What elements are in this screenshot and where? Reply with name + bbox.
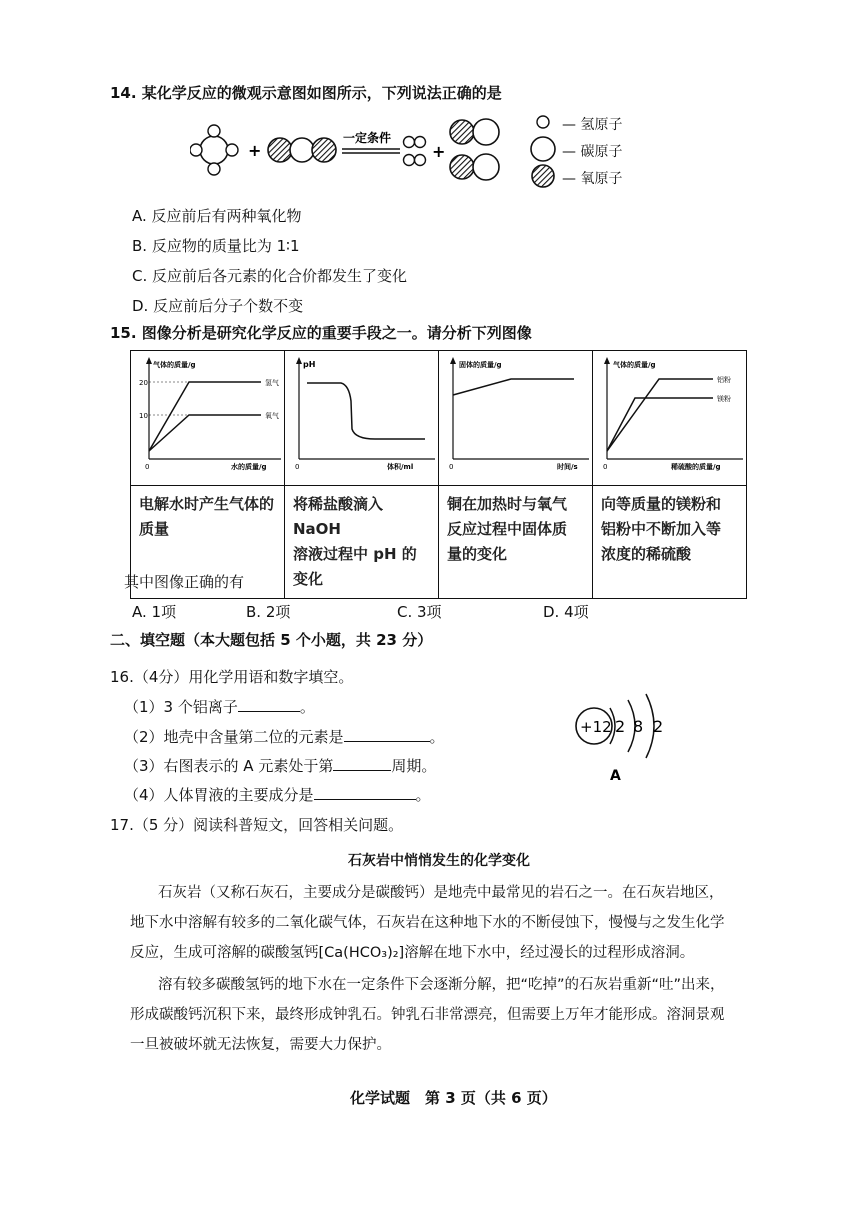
graph-description-3: 铜在加热时与氧气 反应过程中固体质 量的变化	[439, 486, 593, 599]
svg-text:10: 10	[139, 412, 148, 420]
methane-molecule-icon	[190, 125, 238, 175]
reaction-diagram	[190, 112, 520, 192]
svg-text:0: 0	[295, 463, 300, 471]
graph-electrolysis	[131, 351, 284, 481]
graph-metals-acid	[593, 351, 746, 481]
carbon-atom-icon	[531, 137, 555, 161]
q17-stem: 17.（5 分）阅读科普短文，回答相关问题。	[110, 816, 404, 834]
article-paragraph-1: 石灰岩（又称石灰石，主要成分是碳酸钙）是地壳中最常见的岩石之一。在石灰岩地区，地下水中溶解有较多的二氧化碳气体，石灰岩在这种地下水的不断侵蚀下，慢慢与之发生化学反应，生成可溶解的碳酸氢钙[Ca(HCO₃)₂]溶解在地下水中，经过漫长的过程形成溶洞。	[130, 885, 725, 961]
answer-blank-1[interactable]	[238, 697, 300, 712]
graph-copper	[439, 351, 592, 481]
graph-description-4: 向等质量的镁粉和 铝粉中不断加入等 浓度的稀硫酸	[593, 486, 747, 599]
q14-option-c[interactable]: C. 反应前后各元素的化合价都发生了变化	[132, 267, 408, 285]
nucleus-charge: +12	[580, 718, 612, 736]
legend-carbon: — 碳原子	[562, 144, 623, 160]
svg-text:20: 20	[139, 379, 148, 387]
q16-item-1: （1）3 个铝离子 。	[124, 698, 315, 716]
section-title: 二、填空题（本大题包括 5 个小题，共 23 分）	[110, 631, 433, 649]
q14-option-d[interactable]: D. 反应前后分子个数不变	[132, 297, 304, 315]
answer-blank-4[interactable]	[314, 785, 416, 800]
legend-hydrogen: — 氢原子	[562, 117, 623, 133]
carbon-monoxide-molecule-icon	[450, 119, 499, 180]
q16-stem: 16.（4分）用化学用语和数字填空。	[110, 668, 354, 686]
article-title: 石灰岩中悄悄发生的化学变化	[348, 853, 530, 869]
graph-cell-4	[593, 351, 747, 486]
svg-text:体积/ml: 体积/ml	[387, 463, 414, 471]
answer-blank-2[interactable]	[344, 727, 430, 742]
plus-sign: +	[432, 142, 446, 161]
q16-item-2: （2）地壳中含量第二位的元素是 。	[124, 728, 445, 746]
q16-item-4: （4）人体胃液的主要成分是 。	[124, 786, 431, 804]
q15-question: 其中图像正确的有	[124, 573, 245, 591]
q15-stem: 15. 图像分析是研究化学反应的重要手段之一。请分析下列图像	[110, 324, 532, 342]
carbon-dioxide-molecule-icon	[268, 138, 336, 162]
svg-text:固体的质量/g: 固体的质量/g	[459, 361, 502, 369]
shell-2-electrons: 8	[633, 717, 644, 736]
svg-text:气体的质量/g: 气体的质量/g	[153, 361, 196, 369]
graph-description-2: 将稀盐酸滴入 NaOH 溶液过程中 pH 的变化	[285, 486, 439, 599]
svg-text:0: 0	[449, 463, 454, 471]
svg-text:镁粉: 镁粉	[717, 395, 731, 403]
q15-option-d[interactable]: D. 4项	[543, 603, 589, 621]
q14-option-a[interactable]: A. 反应前后有两种氧化物	[132, 207, 302, 225]
q15-option-c[interactable]: C. 3项	[397, 603, 442, 621]
legend-oxygen: — 氧原子	[562, 171, 623, 187]
shell-1-electrons: 2	[615, 717, 626, 736]
reaction-condition: 一定条件	[343, 131, 392, 145]
svg-text:气体的质量/g: 气体的质量/g	[613, 361, 656, 369]
q14-stem: 14. 某化学反应的微观示意图如图所示，下列说法正确的是	[110, 84, 502, 102]
graph-cell-3	[439, 351, 593, 486]
svg-text:水的质量/g: 水的质量/g	[231, 463, 267, 471]
svg-text:pH: pH	[303, 360, 316, 369]
article-paragraph-2: 溶有较多碳酸氢钙的地下水在一定条件下会逐渐分解，把“吃掉”的石灰岩重新“吐”出来，形成碳酸钙沉积下来，最终形成钟乳石。钟乳石非常漂亮，但需要上万年才能形成。溶洞景观一旦被破坏就无法恢复，需要大力保护。	[130, 977, 725, 1053]
atom-label: A	[610, 768, 621, 784]
answer-blank-3[interactable]	[333, 756, 391, 771]
graph-table	[130, 350, 747, 599]
plus-sign: +	[248, 141, 262, 160]
hydrogen-molecule-icon	[404, 137, 426, 166]
q16-item-3: （3）右图表示的 A 元素处于第 周期。	[124, 757, 437, 775]
graph-cell-1	[131, 351, 285, 486]
svg-text:时间/s: 时间/s	[557, 463, 578, 471]
svg-text:铝粉: 铝粉	[717, 376, 731, 384]
svg-text:0: 0	[145, 463, 150, 471]
legend-icons	[525, 112, 561, 192]
svg-text:氧气: 氧气	[265, 412, 279, 420]
page-footer: 化学试题 第 3 页（共 6 页）	[350, 1089, 557, 1107]
svg-text:稀硫酸的质量/g: 稀硫酸的质量/g	[671, 463, 721, 471]
oxygen-atom-icon	[532, 165, 554, 187]
svg-text:0: 0	[603, 463, 608, 471]
hydrogen-atom-icon	[537, 116, 549, 128]
atom-structure-diagram	[570, 686, 680, 786]
q15-option-a[interactable]: A. 1项	[132, 603, 177, 621]
shell-3-electrons: 2	[653, 717, 664, 736]
q15-option-b[interactable]: B. 2项	[246, 603, 291, 621]
graph-description-1: 电解水时产生气体的 质量	[131, 486, 285, 599]
graph-ph	[285, 351, 438, 481]
graph-cell-2	[285, 351, 439, 486]
svg-text:氢气: 氢气	[265, 379, 279, 387]
q14-option-b[interactable]: B. 反应物的质量比为 1∶1	[132, 237, 300, 255]
